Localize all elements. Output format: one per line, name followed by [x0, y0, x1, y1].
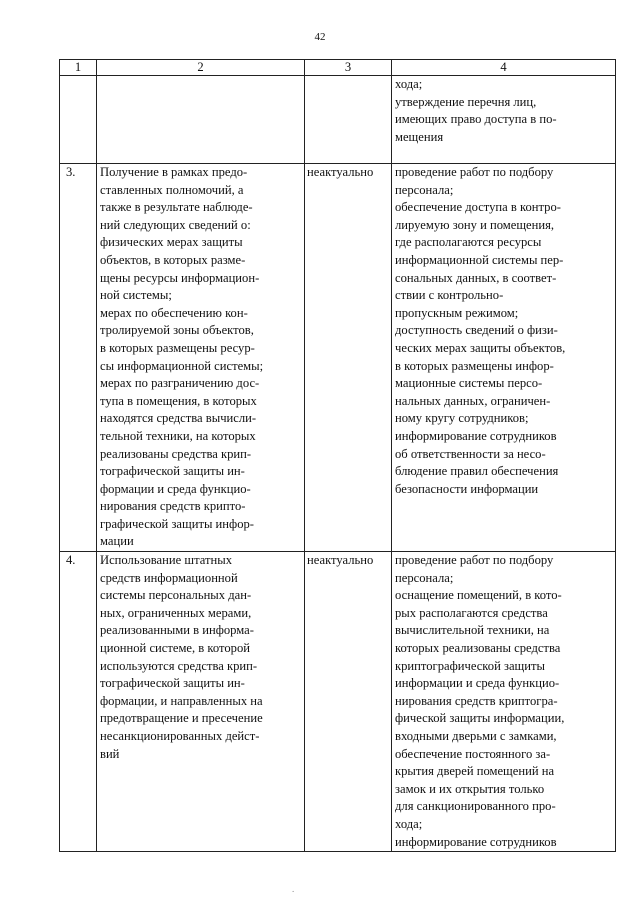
- relevance-status: [305, 76, 392, 164]
- header-col-4: 4: [392, 60, 616, 76]
- threats-table: [59, 59, 616, 852]
- protection-measures: хода; утверждение перечня лиц, имеющих право доступа в по- мещения: [392, 76, 616, 164]
- scan-dot: .: [292, 884, 295, 894]
- protection-measures: проведение работ по подбору персонала; оснащение помещений, в кото- рых располагаются средства вычислительной техники, на которых реализованы средства криптографической защиты информации и среда функцио- нирования средств криптогра- фической защиты информации, входными дверьми с замками, обеспечение постоянного за- крытия дверей помещений на замок и их открытия только для санкционированного про- хода; информирование сотрудников: [392, 552, 616, 852]
- row-number: [60, 76, 97, 164]
- row-number: 4.: [60, 552, 97, 852]
- threat-description: Использование штатных средств информационной системы персональных дан- ных, ограниченных мерами, реализованными в информа- ционной системе, в которой используются средства крип- тографической защиты ин- формации, и направленных на предотвращение и пресечение несанкционированных дейст- вий: [97, 552, 305, 852]
- relevance-status: неактуально: [305, 552, 392, 852]
- row-number: 3.: [60, 164, 97, 552]
- table-row: [60, 164, 616, 552]
- protection-measures: проведение работ по подбору персонала; обеспечение доступа в контро- лируемую зону и помещения, где располагаются ресурсы информационной системы пер- сональных данных, в соответ- ствии с контрольно- пропускным режимом; доступность сведений о физи- ческих мерах защиты объектов, в которых размещены инфор- мационные системы персо- нальных данных, ограничен- ному кругу сотрудников; информирование сотрудников об ответственности за несо- блюдение правил обеспечения безопасности информации: [392, 164, 616, 552]
- threat-description: [97, 76, 305, 164]
- table-row: [60, 552, 616, 852]
- table-row: [60, 76, 616, 164]
- header-col-1: 1: [60, 60, 97, 76]
- threat-description: Получение в рамках предо- ставленных полномочий, а также в результате наблюде- ний следующих сведений о: физических мерах защиты объектов, в которых разме- щены ресурсы информацион- ной системы; мерах по обеспечению кон- тролируемой зоны объектов, в которых размещены ресур- сы информационной системы; мерах по разграничению дос- тупа в помещения, в которых находятся средства вычисли- тельной техники, на которых реализованы средства крип- тографической защиты ин- формации и среда функцио- нирования средств крипто- графической защиты инфор- мации: [97, 164, 305, 552]
- table-header-row: [60, 60, 616, 76]
- header-col-2: 2: [97, 60, 305, 76]
- header-col-3: 3: [305, 60, 392, 76]
- relevance-status: неактуально: [305, 164, 392, 552]
- page-number: 42: [314, 31, 326, 43]
